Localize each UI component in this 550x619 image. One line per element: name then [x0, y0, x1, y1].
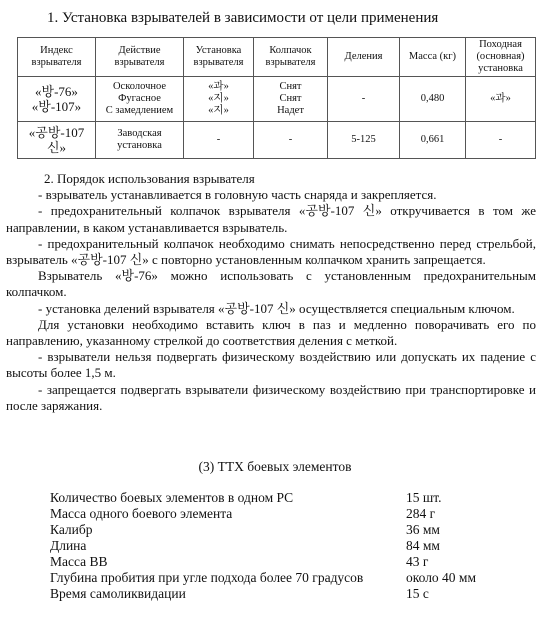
spec-row — [50, 554, 476, 570]
table-cell: 0,480 — [400, 77, 466, 122]
paragraph: Для установки необходимо вставить ключ в паз и медленно поворачивать его по направлению, указанному стрелкой до соответствия деления с меткой. — [6, 316, 536, 349]
header-cell: Масса (кг) — [400, 38, 466, 77]
paragraph: - запрещается подвергать взрыватели физическому воздействию при транспортировке и после заряжания. — [6, 381, 536, 413]
paragraph: Взрыватель «방-76» можно использовать с установленным предохранительным колпачком. — [6, 268, 536, 300]
spec-value: 84 мм — [406, 538, 440, 553]
spec-row — [50, 490, 476, 506]
header-cell: Деления — [328, 38, 400, 77]
section1-title: 1. Установка взрывателей в зависимости от цели применения — [47, 10, 439, 26]
spec-name: Количество боевых элементов в одном РС — [50, 490, 294, 505]
table-cell: 0,661 — [400, 122, 466, 159]
spec-row — [50, 586, 476, 602]
spec-value: 284 г — [406, 506, 436, 521]
spec-name: Время самоликвидации — [50, 586, 186, 601]
usage-section — [6, 171, 536, 414]
table-cell: Заводская установка — [96, 122, 184, 159]
spec-value: 43 г — [406, 554, 429, 569]
paragraph: - взрыватели нельзя подвергать физическому воздействию или допускать их падение с высоты более 1,5 м. — [6, 349, 536, 381]
spec-name: Длина — [50, 538, 87, 553]
section3-title: (3) ТТХ боевых элементов — [198, 459, 352, 474]
spec-row — [50, 570, 476, 586]
spec-value: 15 с — [406, 586, 429, 601]
fuze-settings-table — [17, 37, 536, 159]
table-cell: - — [254, 122, 328, 159]
table-cell: Осколочное Фугасное С замедлением — [96, 77, 184, 122]
header-cell: Действие взрывателя — [96, 38, 184, 77]
header-cell: Колпачок взрывателя — [254, 38, 328, 77]
specs-table — [50, 490, 476, 602]
spec-value: около 40 мм — [406, 570, 477, 585]
table-row — [18, 122, 536, 159]
table-cell: «과» «지» «지» — [184, 77, 254, 122]
table-cell: Снят Снят Надет — [254, 77, 328, 122]
spec-row — [50, 538, 476, 554]
spec-name: Глубина пробития при угле подхода более 70 градусов — [50, 570, 364, 585]
paragraph: - предохранительный колпачок взрывателя «공방-107 신» откручивается в том же направлении, в каком устанавливается взрыватель. — [6, 203, 536, 235]
spec-name: Калибр — [50, 522, 93, 537]
paragraph: - предохранительный колпачок необходимо снимать непосредственно перед стрельбой, взрыватель «공방-107 신» с повторно установленным колпачком хранить запрещается. — [6, 235, 536, 268]
spec-name: Масса ВВ — [50, 554, 108, 569]
paragraph: - взрыватель устанавливается в головную часть снаряда и закрепляется. — [38, 187, 437, 203]
header-cell: Походная (основная) установка — [466, 38, 536, 77]
table-cell: «공방-107 신» — [18, 122, 96, 159]
table-cell: «과» — [466, 77, 536, 122]
table-cell: «방-76» «방-107» — [18, 77, 96, 122]
paragraph: - установка делений взрывателя «공방-107 신» осуществляется специальным ключом. — [38, 300, 515, 316]
table-cell: 5-125 — [328, 122, 400, 159]
table-cell: - — [184, 122, 254, 159]
spec-name: Масса одного боевого элемента — [50, 506, 233, 521]
section2-title: 2. Порядок использования взрывателя — [44, 171, 255, 186]
spec-value: 15 шт. — [406, 490, 442, 505]
table-cell: - — [466, 122, 536, 159]
header-cell: Установка взрывателя — [184, 38, 254, 77]
spec-value: 36 мм — [406, 522, 440, 537]
spec-row — [50, 506, 476, 522]
table-cell: - — [328, 77, 400, 122]
table-header-row — [18, 38, 536, 77]
spec-row — [50, 522, 476, 538]
header-cell: Индекс взрывателя — [18, 38, 96, 77]
table-row — [18, 77, 536, 122]
